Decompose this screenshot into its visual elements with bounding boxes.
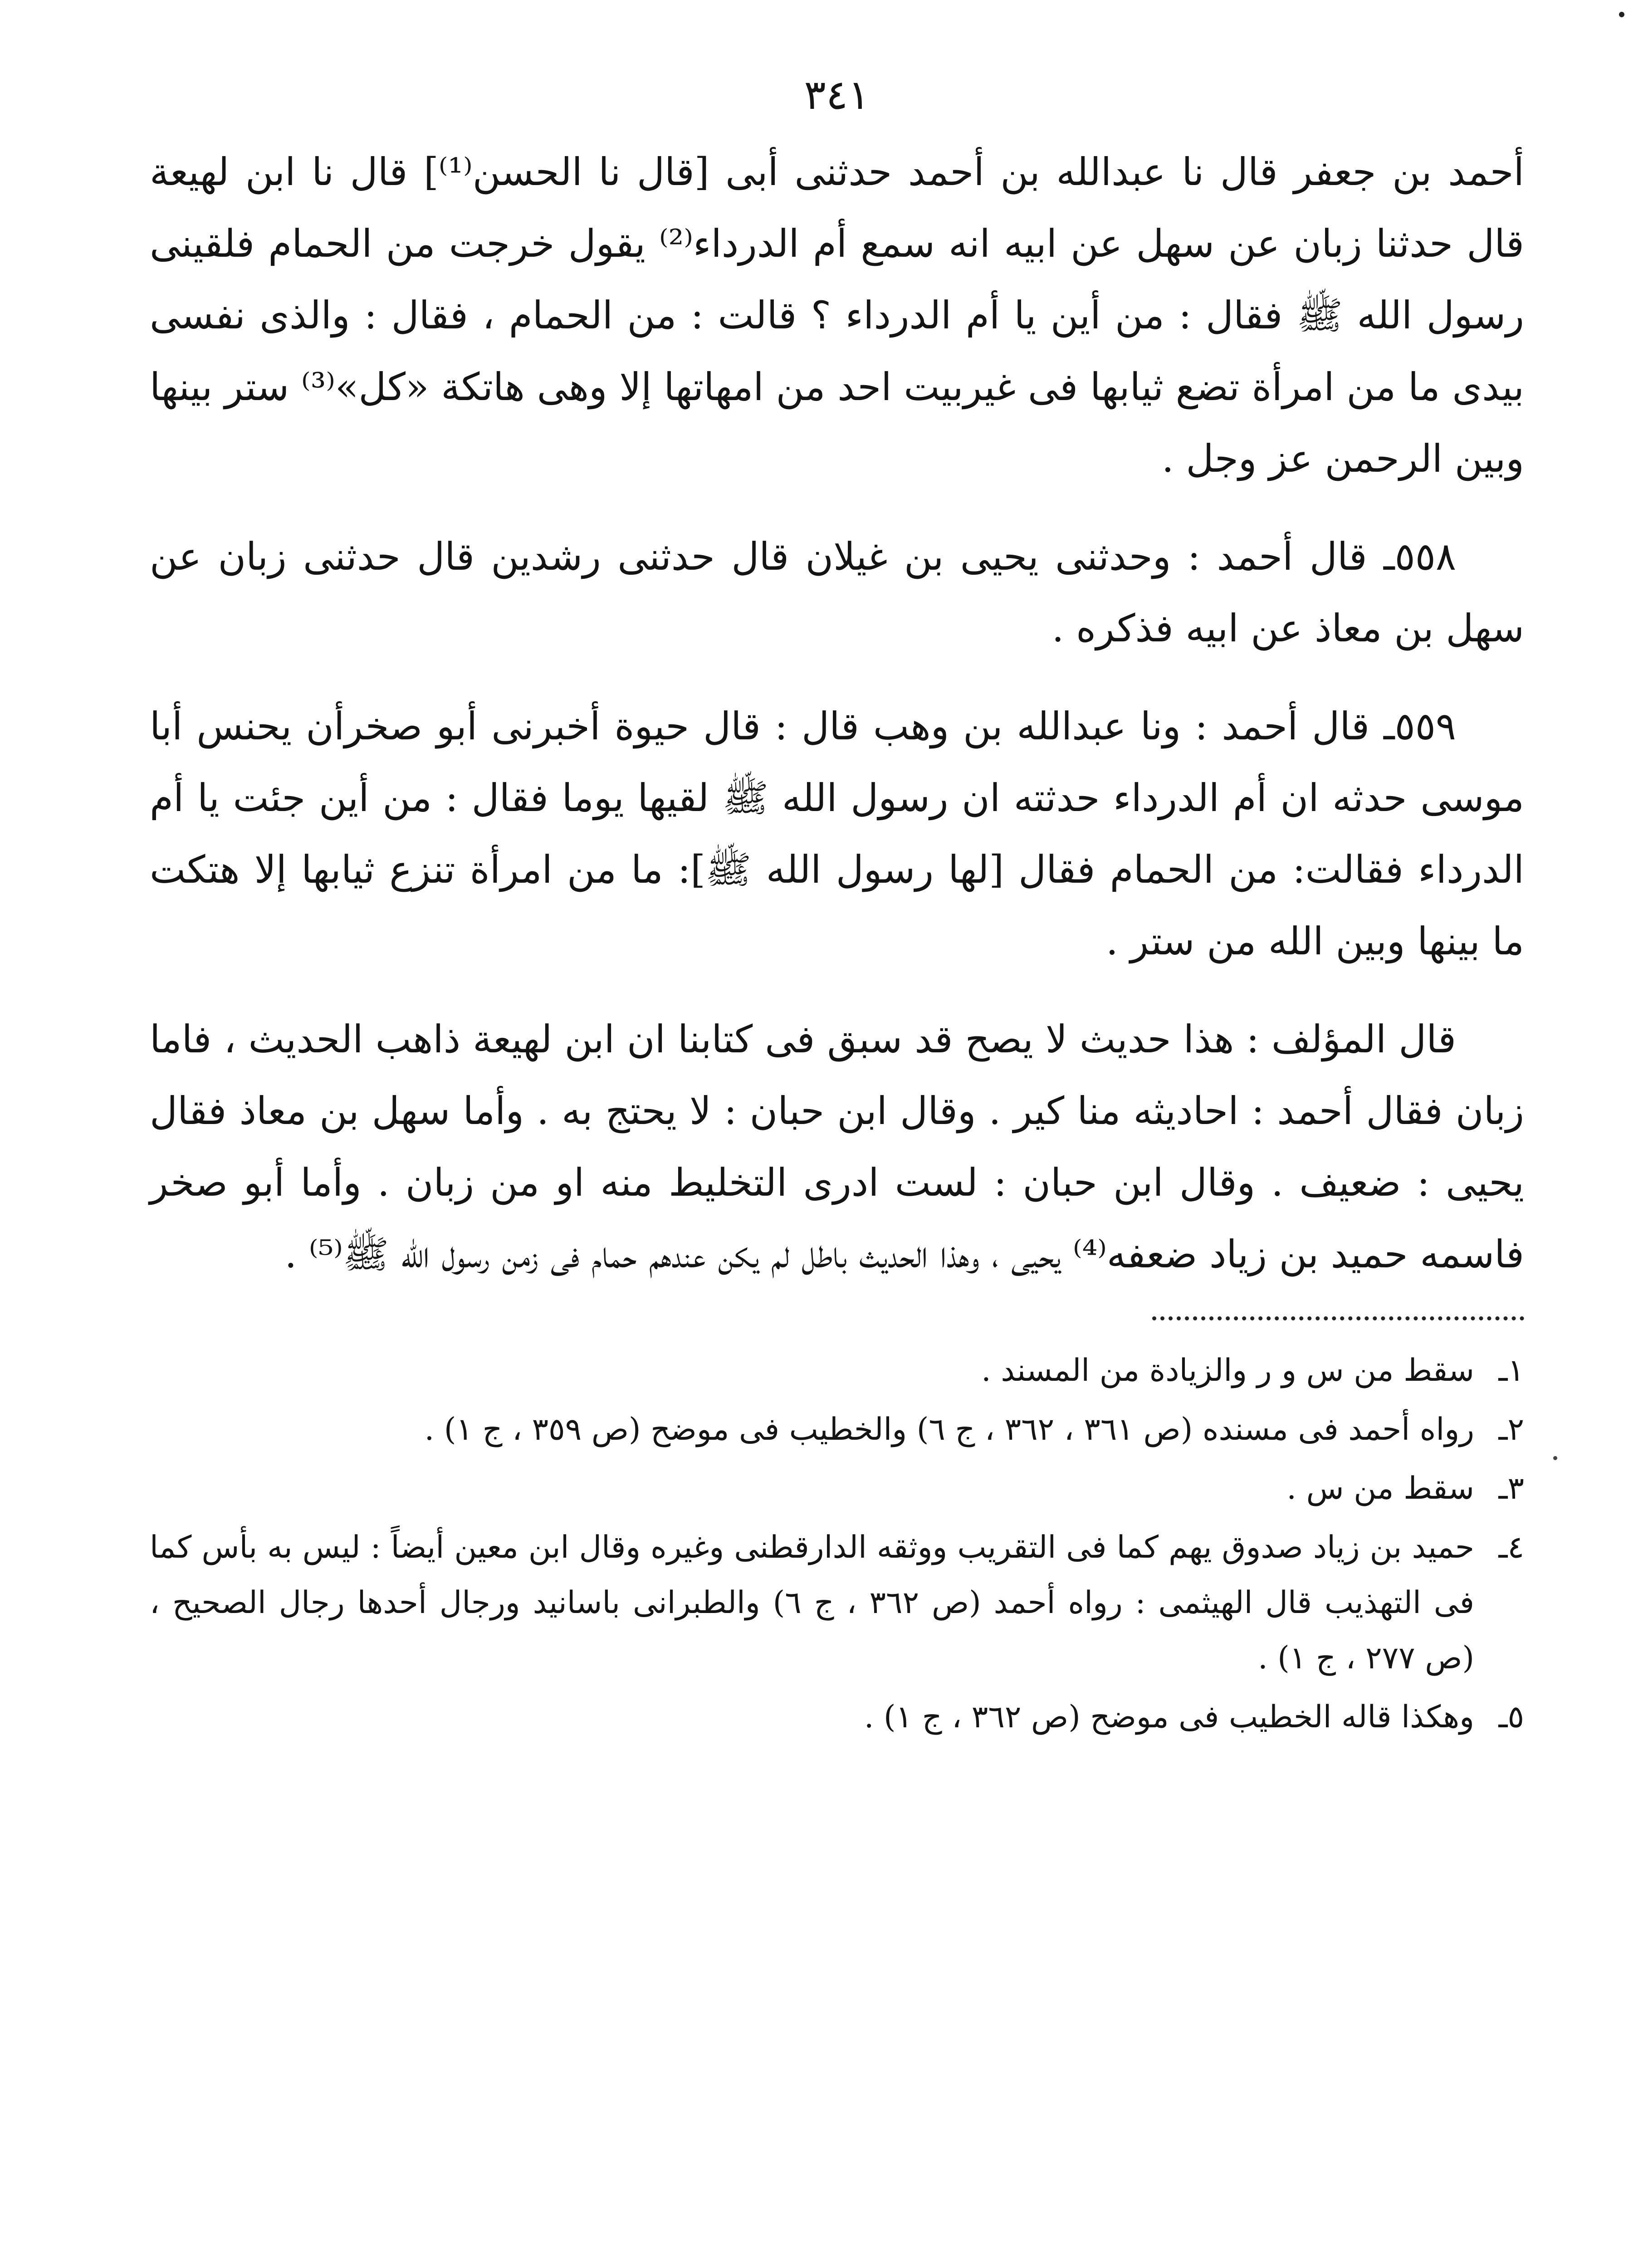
footnote-number: ١ـ	[1498, 1353, 1524, 1388]
page-number: ٣٤١	[804, 71, 870, 119]
footnote-text: وهكذا قاله الخطيب فى موضح (ص ٣٦٢ ، ج ١) .	[864, 1699, 1474, 1735]
paragraph-author-comment: قال المؤلف : هذا حديث لا يصح قد سبق فى كتابنا ان ابن لهيعة ذاهب الحديث ، فاما زبان فقال أحمد : احاديثه منا كير . وقال ابن حبان : لا يحتج به . وأما سهل بن معاذ فقال يحيى : ضعيف . وقال ابن حبان : لست ادرى التخليط منه او من زبان . وأما أبو صخر فاسمه حميد بن زياد ضعفه⁽⁴⁾ يحيى ، وهذا الحديث باطل لم يكن عندهم حمام فى زمن رسول الله ﷺ⁽⁵⁾ .	[150, 1017, 1524, 1276]
footnote	[150, 1520, 1524, 1686]
scan-speck	[1553, 1456, 1557, 1460]
footnote-separator	[1152, 1316, 1524, 1320]
scan-speck	[1619, 12, 1624, 17]
footnote-number: ٢ـ	[1498, 1412, 1524, 1447]
document-page	[150, 68, 1524, 1749]
paragraph-hadith-559: ٥٥٩ـ قال أحمد : ونا عبدالله بن وهب قال : قال حيوة أخبرنى أبو صخرأن يحنس أبا موسى حدثه ان أم الدرداء حدثته ان رسول الله ﷺ لقيها يوما فقال : من أين جئت يا أم الدرداء فقالت: من الحمام فقال [لها رسول الله ﷺ]: ما من امرأة تنزع ثيابها إلا هتكت ما بينها وبين الله من ستر .	[150, 704, 1524, 963]
footnote-text: رواه أحمد فى مسنده (ص ٣٦١ ، ٣٦٢ ، ج ٦) والخطيب فى موضح (ص ٣٥٩ ، ج ١) .	[424, 1412, 1474, 1447]
footnote	[150, 1461, 1524, 1516]
footnote	[150, 1402, 1524, 1457]
footnote	[150, 1690, 1524, 1745]
paragraph-hadith-558: ٥٥٨ـ قال أحمد : وحدثنى يحيى بن غيلان قال حدثنى رشدين قال حدثنى زبان عن سهل بن معاذ عن ابيه فذكره .	[150, 534, 1524, 650]
footnote-text: سقط من س و ر والزيادة من المسند .	[981, 1353, 1474, 1388]
paragraph-hadith-557-chain: أحمد بن جعفر قال نا عبدالله بن أحمد حدثنى أبى [قال نا الحسن⁽¹⁾] قال نا ابن لهيعة قال حدثنا زبان عن سهل عن ابيه انه سمع أم الدرداء⁽²⁾ يقول خرجت من الحمام فلقينى رسول الله ﷺ فقال : من أين يا أم الدرداء ؟ قالت : من الحمام ، فقال : والذى نفسى بيدى ما من امرأة تضع ثيابها فى غيربيت احد من امهاتها إلا وهى هاتكة «كل»⁽³⁾ ستر بينها وبين الرحمن عز وجل .	[150, 150, 1524, 481]
footnotes	[150, 1343, 1524, 1745]
footnote-number: ٥ـ	[1498, 1699, 1524, 1735]
footnote-number: ٣ـ	[1498, 1471, 1524, 1506]
footnote-text: حميد بن زياد صدوق يهم كما فى التقريب ووثقه الدارقطنى وغيره وقال ابن معين أيضاً : ليس به بأس كما فى التهذيب قال الهيثمى : رواه أحمد (ص ٣٦٢ ، ج ٦) والطبرانى باسانيد ورجال أحدها رجال الصحيح ، (ص ٢٧٧ ، ج ١) .	[150, 1530, 1475, 1676]
footnote-number: ٤ـ	[1498, 1530, 1524, 1565]
footnote-text: سقط من س .	[1286, 1471, 1474, 1506]
footnote	[150, 1343, 1524, 1398]
